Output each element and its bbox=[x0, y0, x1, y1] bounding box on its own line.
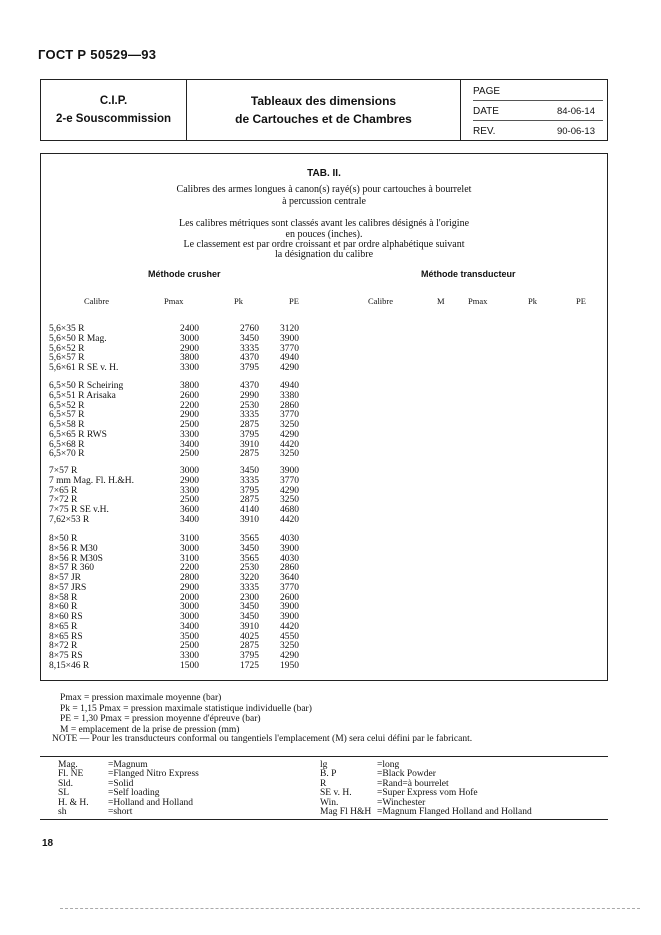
calibre-name: 5,6×57 R bbox=[49, 353, 85, 364]
abbreviation-meaning: =Solid bbox=[108, 778, 134, 789]
calibre-name: 5,6×52 R bbox=[49, 343, 85, 354]
pk-value: 3565 bbox=[240, 534, 259, 544]
calibre-name: 8×72 R bbox=[49, 641, 78, 652]
abbreviation-key: B. P bbox=[320, 769, 337, 780]
pmax-value: 2800 bbox=[180, 573, 199, 583]
pe-value: 3900 bbox=[280, 543, 299, 554]
pmax-value: 2200 bbox=[180, 563, 199, 574]
org-name: C.I.P. bbox=[99, 95, 128, 107]
pmax-value: 3500 bbox=[180, 631, 199, 642]
abbreviation-key: SE v. H. bbox=[320, 788, 352, 799]
pk-value: 3335 bbox=[240, 475, 259, 486]
pk-value: 3335 bbox=[240, 343, 259, 354]
classification-rule-3: Le classement est par ordre croissant et par ordre alphabétique suivant bbox=[183, 239, 465, 250]
calibre-name: 6,5×70 R bbox=[49, 449, 85, 460]
pmax-value: 3300 bbox=[180, 651, 199, 661]
pk-value: 2760 bbox=[240, 324, 259, 334]
calibre-name: 5,6×35 R bbox=[49, 324, 85, 334]
pk-value: 3565 bbox=[240, 553, 259, 564]
calibre-name: 5,6×50 R Mag. bbox=[49, 333, 107, 344]
table-frame bbox=[40, 153, 608, 681]
definition-m: M = emplacement de la prise de pression (mm) bbox=[60, 724, 240, 735]
doc-title-line1: Tableaux des dimensions bbox=[250, 94, 397, 108]
transducer-note: NOTE — Pour les transducteurs conformal ou tangentiels l'emplacement (M) sera celui défini par le fabricant. bbox=[52, 734, 473, 744]
page-label: PAGE bbox=[473, 86, 501, 97]
calibre-name: 8×57 JRS bbox=[49, 582, 87, 593]
col-calibre-left: Calibre bbox=[84, 296, 110, 306]
pe-value: 4420 bbox=[280, 621, 299, 632]
pmax-value: 3300 bbox=[180, 429, 199, 440]
pmax-value: 2900 bbox=[180, 410, 199, 421]
pk-value: 2300 bbox=[240, 592, 259, 603]
pk-value: 3795 bbox=[240, 651, 259, 661]
pe-value: 4290 bbox=[280, 485, 299, 496]
pe-value: 3900 bbox=[280, 612, 299, 622]
pk-value: 3795 bbox=[240, 429, 259, 440]
pmax-value: 3400 bbox=[180, 621, 199, 632]
pmax-value: 2500 bbox=[180, 641, 199, 652]
subcommission: 2-e Souscommission bbox=[55, 113, 172, 125]
col-calibre-right: Calibre bbox=[368, 296, 394, 306]
abbreviation-key: R bbox=[320, 778, 327, 789]
pe-value: 2860 bbox=[280, 563, 299, 574]
col-pk-left: Pk bbox=[234, 296, 243, 306]
pk-value: 4370 bbox=[240, 381, 259, 391]
pe-value: 4420 bbox=[280, 514, 299, 525]
pe-value: 3770 bbox=[280, 410, 299, 421]
calibre-name: 7 mm Mag. Fl. H.&H. bbox=[49, 475, 134, 486]
pmax-value: 3400 bbox=[180, 439, 199, 450]
definition-pe: PE = 1,30 Pmax = pression moyenne d'épreuve (bar) bbox=[60, 714, 261, 724]
calibre-name: 8×50 R bbox=[49, 534, 78, 544]
pe-value: 4030 bbox=[280, 534, 299, 544]
pe-value: 1950 bbox=[280, 660, 299, 671]
calibre-name: 8×57 R 360 bbox=[49, 563, 94, 574]
calibre-name: 8×60 R bbox=[49, 602, 78, 613]
calibre-row bbox=[41, 516, 341, 526]
table-intro-line2: à percussion centrale bbox=[282, 196, 366, 207]
table-intro-line1: Calibres des armes longues à canon(s) rayé(s) pour cartouches à bourrelet bbox=[176, 184, 472, 195]
document-header bbox=[40, 79, 608, 141]
calibre-name: 7×57 R bbox=[49, 466, 78, 476]
pk-value: 4140 bbox=[240, 505, 259, 515]
standard-code: ГОСТ Р 50529—93 bbox=[38, 47, 157, 62]
classification-rule-2: en pouces (inches). bbox=[285, 229, 363, 240]
col-pk-right: Pk bbox=[528, 296, 537, 306]
pe-value: 3250 bbox=[280, 449, 299, 460]
pe-value: 3640 bbox=[280, 573, 299, 583]
page-number: 18 bbox=[42, 838, 54, 849]
pmax-value: 2500 bbox=[180, 449, 199, 460]
organization-cell bbox=[41, 80, 187, 140]
pmax-value: 3000 bbox=[180, 602, 199, 613]
calibre-name: 8×58 R bbox=[49, 592, 78, 603]
calibre-name: 8,15×46 R bbox=[49, 660, 90, 671]
col-m-right: M bbox=[437, 296, 445, 306]
pe-value: 4290 bbox=[280, 429, 299, 440]
pmax-value: 3300 bbox=[180, 485, 199, 496]
meta-rev bbox=[473, 120, 603, 140]
pe-value: 2600 bbox=[280, 592, 299, 603]
calibre-row bbox=[41, 662, 341, 672]
pk-value: 4370 bbox=[240, 353, 259, 364]
pmax-value: 3100 bbox=[180, 534, 199, 544]
pe-value: 3770 bbox=[280, 582, 299, 593]
calibre-name: 6,5×50 R Scheiring bbox=[49, 381, 124, 391]
pmax-value: 2900 bbox=[180, 475, 199, 486]
pmax-value: 2400 bbox=[180, 324, 199, 334]
pe-value: 4680 bbox=[280, 505, 299, 515]
pe-value: 3770 bbox=[280, 343, 299, 354]
pmax-value: 3000 bbox=[180, 333, 199, 344]
pe-value: 4550 bbox=[280, 631, 299, 642]
table-title: TAB. II. bbox=[307, 168, 341, 179]
calibre-name: 7×65 R bbox=[49, 485, 78, 496]
calibre-name: 6,5×65 R RWS bbox=[49, 429, 107, 440]
pe-value: 4420 bbox=[280, 439, 299, 450]
calibre-name: 7,62×53 R bbox=[49, 514, 90, 525]
abbreviation-meaning: =Super Express vom Hofe bbox=[377, 788, 478, 799]
pmax-value: 3000 bbox=[180, 612, 199, 622]
abbreviation-key: Mag. bbox=[58, 760, 78, 770]
rev-value: 90-06-13 bbox=[556, 126, 595, 137]
date-label: DATE bbox=[473, 106, 499, 117]
pmax-value: 3400 bbox=[180, 514, 199, 525]
pe-value: 3250 bbox=[280, 420, 299, 430]
abbreviation-key: H. & H. bbox=[58, 797, 89, 808]
col-pe-left: PE bbox=[289, 296, 299, 306]
pk-value: 3450 bbox=[240, 602, 259, 613]
abbreviation-meaning: =short bbox=[108, 807, 133, 817]
abbreviation-meaning: =Winchester bbox=[377, 797, 426, 808]
pmax-value: 2500 bbox=[180, 420, 199, 430]
calibre-name: 8×65 RS bbox=[49, 631, 83, 642]
calibre-name: 8×56 R M30 bbox=[49, 543, 98, 554]
pmax-value: 3800 bbox=[180, 381, 199, 391]
meta-cell bbox=[461, 80, 607, 140]
classification-rule-1: Les calibres métriques sont classés avant les calibres désignés à l'origine bbox=[178, 218, 470, 229]
method-transducer-heading: Méthode transducteur bbox=[421, 269, 516, 279]
pk-value: 4025 bbox=[240, 631, 259, 642]
pk-value: 2530 bbox=[240, 563, 259, 574]
abbreviation-key: lg bbox=[320, 760, 328, 770]
pe-value: 3900 bbox=[280, 602, 299, 613]
calibre-name: 6,5×68 R bbox=[49, 439, 85, 450]
pe-value: 4940 bbox=[280, 353, 299, 364]
abbreviation-key: sh bbox=[58, 807, 67, 817]
calibre-row bbox=[41, 364, 341, 374]
pk-value: 3910 bbox=[240, 621, 259, 632]
calibre-name: 7×72 R bbox=[49, 495, 78, 506]
pk-value: 2875 bbox=[240, 641, 259, 652]
calibre-name: 8×65 R bbox=[49, 621, 78, 632]
pk-value: 3910 bbox=[240, 439, 259, 450]
pmax-value: 3600 bbox=[180, 505, 199, 515]
calibre-name: 8×60 RS bbox=[49, 612, 83, 622]
pe-value: 3770 bbox=[280, 475, 299, 486]
pk-value: 3335 bbox=[240, 410, 259, 421]
pk-value: 3795 bbox=[240, 363, 259, 373]
pk-value: 3450 bbox=[240, 333, 259, 344]
pe-value: 3250 bbox=[280, 641, 299, 652]
meta-page bbox=[473, 80, 603, 101]
pmax-value: 2900 bbox=[180, 582, 199, 593]
pe-value: 4290 bbox=[280, 363, 299, 373]
calibre-name: 7×75 R SE v.H. bbox=[49, 505, 109, 515]
abbreviation-meaning: =long bbox=[377, 760, 400, 770]
calibre-name: 6,5×52 R bbox=[49, 400, 85, 411]
calibre-row bbox=[41, 450, 341, 460]
abbreviation-meaning: =Rand=à bourrelet bbox=[377, 778, 449, 789]
definition-pmax: Pmax = pression maximale moyenne (bar) bbox=[60, 693, 222, 703]
abbreviation-key: SL bbox=[58, 788, 70, 799]
pressure-definitions bbox=[60, 693, 312, 735]
calibre-name: 6,5×58 R bbox=[49, 420, 85, 430]
pk-value: 3450 bbox=[240, 543, 259, 554]
pk-value: 3910 bbox=[240, 514, 259, 525]
pmax-value: 2900 bbox=[180, 343, 199, 354]
abbreviation-meaning: =Holland and Holland bbox=[108, 797, 194, 808]
pk-value: 2875 bbox=[240, 449, 259, 460]
pe-value: 4030 bbox=[280, 553, 299, 564]
col-pmax-right: Pmax bbox=[468, 296, 488, 306]
pk-value: 2875 bbox=[240, 420, 259, 430]
abbreviation-key: Win. bbox=[320, 797, 339, 808]
pe-value: 4940 bbox=[280, 381, 299, 391]
pk-value: 3450 bbox=[240, 612, 259, 622]
method-crusher-heading: Méthode crusher bbox=[148, 269, 221, 279]
pmax-value: 3300 bbox=[180, 363, 199, 373]
abbreviation-meaning: =Self loading bbox=[108, 788, 160, 799]
abbreviations-box bbox=[40, 756, 608, 820]
pk-value: 3220 bbox=[240, 573, 259, 583]
abbreviation-meaning: =Magnum bbox=[108, 760, 148, 770]
pk-value: 3450 bbox=[240, 466, 259, 476]
pk-value: 2875 bbox=[240, 495, 259, 506]
classification-rule-4: la désignation du calibre bbox=[274, 249, 374, 260]
pmax-value: 3000 bbox=[180, 543, 199, 554]
rev-label: REV. bbox=[473, 126, 496, 137]
calibre-name: 6,5×51 R Arisaka bbox=[49, 390, 116, 401]
abbreviation-key: Mag Fl H&H bbox=[320, 807, 372, 817]
pe-value: 3900 bbox=[280, 466, 299, 476]
date-value: 84-06-14 bbox=[556, 106, 595, 117]
calibre-name: 8×75 RS bbox=[49, 651, 83, 661]
pmax-value: 2600 bbox=[180, 390, 199, 401]
abbreviation-meaning: =Flanged Nitro Express bbox=[108, 769, 199, 780]
pe-value: 4290 bbox=[280, 651, 299, 661]
pmax-value: 3100 bbox=[180, 553, 199, 564]
pk-value: 3335 bbox=[240, 582, 259, 593]
pmax-value: 3000 bbox=[180, 466, 199, 476]
footer-line bbox=[60, 908, 640, 909]
col-pmax-left: Pmax bbox=[164, 296, 184, 306]
pmax-value: 3800 bbox=[180, 353, 199, 364]
pmax-value: 2000 bbox=[180, 592, 199, 603]
abbreviation-meaning: =Black Powder bbox=[377, 769, 436, 780]
pk-value: 2530 bbox=[240, 400, 259, 411]
meta-date bbox=[473, 100, 603, 121]
definition-pk: Pk = 1,15 Pmax = pression maximale statistique individuelle (bar) bbox=[60, 703, 312, 714]
abbreviation-key: Fl. NE bbox=[58, 769, 84, 780]
pe-value: 3380 bbox=[280, 390, 299, 401]
abbreviation-meaning: =Magnum Flanged Holland and Holland bbox=[377, 807, 532, 817]
calibre-name: 6,5×57 R bbox=[49, 410, 85, 421]
pe-value: 3250 bbox=[280, 495, 299, 506]
calibre-name: 8×56 R M30S bbox=[49, 553, 103, 564]
pmax-value: 2500 bbox=[180, 495, 199, 506]
pmax-value: 2200 bbox=[180, 400, 199, 411]
doc-title-line2: de Cartouches et de Chambres bbox=[235, 112, 412, 126]
calibre-name: 5,6×61 R SE v. H. bbox=[49, 363, 119, 373]
calibre-name: 8×57 JR bbox=[49, 573, 82, 583]
pe-value: 3900 bbox=[280, 333, 299, 344]
pe-value: 3120 bbox=[280, 324, 299, 334]
pk-value: 1725 bbox=[240, 660, 259, 671]
pk-value: 3795 bbox=[240, 485, 259, 496]
pk-value: 2990 bbox=[240, 390, 259, 401]
pmax-value: 1500 bbox=[180, 660, 199, 671]
col-pe-right: PE bbox=[576, 296, 586, 306]
pe-value: 2860 bbox=[280, 400, 299, 411]
abbreviation-key: Sld. bbox=[58, 778, 74, 789]
title-cell bbox=[187, 80, 461, 140]
